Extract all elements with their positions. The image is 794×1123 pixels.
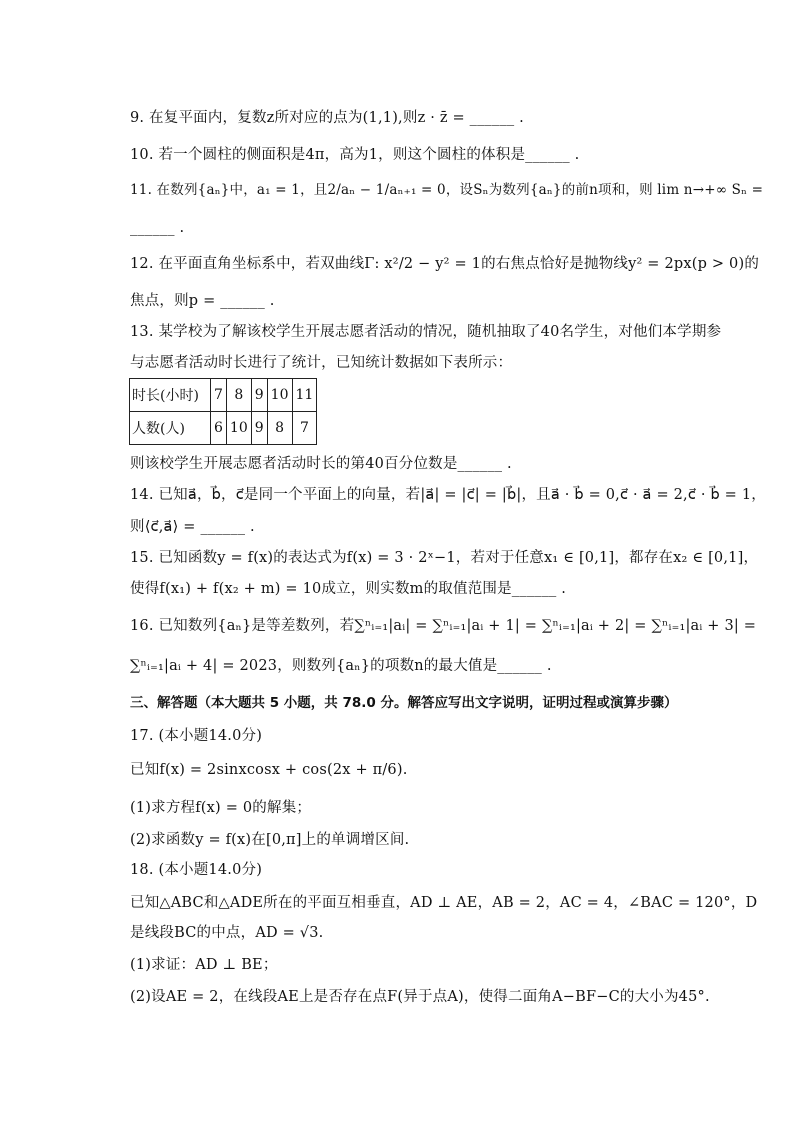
question-line-q18h: 18. (本小题14.0分) (130, 862, 263, 878)
table-row-header: 时长(小时) (130, 379, 211, 412)
table-row (130, 412, 317, 445)
table-cell: 10 (226, 412, 251, 445)
question-line-q17h: 17. (本小题14.0分) (130, 728, 263, 744)
question-line-q13a: 13. 某学校为了解该校学生开展志愿者活动的情况，随机抽取了40名学生，对他们本学期参 (130, 324, 722, 340)
question-line-q18a: 已知△ABC和△ADE所在的平面互相垂直，AD ⊥ AE，AB = 2，AC = 4，∠BAC = 120°，D (130, 895, 758, 911)
question-line-q17b: (1)求方程f(x) = 0的解集； (130, 800, 312, 816)
table-cell: 11 (292, 379, 317, 412)
question-line-q14b: 则⟨c⃗,a⃗⟩ = ______ . (130, 519, 255, 535)
section-heading: 三、解答题（本大题共 5 小题，共 78.0 分。解答应写出文字说明，证明过程或演算步骤） (130, 695, 678, 711)
table-cell: 6 (211, 412, 227, 445)
table-cell: 9 (251, 412, 267, 445)
table-cell: 7 (211, 379, 227, 412)
question-line-q18d: (2)设AE = 2，在线段AE上是否存在点F(异于点A)，使得二面角A−BF−C的大小为45°. (130, 989, 710, 1005)
question-line-q11a: 11. 在数列{aₙ}中，a₁ = 1，且2/aₙ − 1/aₙ₊₁ = 0，设Sₙ为数列{aₙ}的前n项和，则 lim n→+∞ Sₙ = (130, 182, 764, 198)
table-row (130, 379, 317, 412)
question-line-q10: 10. 若一个圆柱的侧面积是4π，高为1，则这个圆柱的体积是______ . (130, 147, 580, 163)
question-line-q13b: 与志愿者活动时长进行了统计，已知统计数据如下表所示： (130, 355, 513, 371)
table-cell: 8 (226, 379, 251, 412)
table-cell: 7 (292, 412, 317, 445)
stats-table (129, 378, 317, 445)
question-line-q15b: 使得f(x₁) + f(x₂ + m) = 10成立，则实数m的取值范围是______ . (130, 581, 567, 597)
question-line-q12b: 焦点，则p = ______ . (130, 293, 275, 309)
question-line-q16a: 16. 已知数列{aₙ}是等差数列，若∑ⁿᵢ₌₁|aᵢ| = ∑ⁿᵢ₌₁|aᵢ + 1| = ∑ⁿᵢ₌₁|aᵢ + 2| = ∑ⁿᵢ₌₁|aᵢ + 3| = (130, 618, 757, 634)
table-cell: 9 (251, 379, 267, 412)
question-line-q14a: 14. 已知a⃗，b⃗，c⃗是同一个平面上的向量，若|a⃗| = |c⃗| = |b⃗|，且a⃗ · b⃗ = 0,c⃗ · a⃗ = 2,c⃗ · b⃗ = 1， (130, 487, 766, 503)
question-line-q18b: 是线段BC的中点，AD = √3. (130, 925, 324, 941)
question-line-q12a: 12. 在平面直角坐标系中，若双曲线Γ: x²/2 − y² = 1的右焦点恰好是抛物线y² = 2px(p > 0)的 (130, 256, 760, 272)
question-line-q16b: ∑ⁿᵢ₌₁|aᵢ + 4| = 2023，则数列{aₙ}的项数n的最大值是______ . (130, 658, 552, 674)
question-line-q9: 9. 在复平面内，复数z所对应的点为(1,1),则z · z̄ = ______ . (130, 110, 524, 126)
question-line-q17a: 已知f(x) = 2sinxcosx + cos(2x + π/6). (130, 762, 408, 778)
question-line-q11b: ______ . (130, 220, 185, 236)
question-line-q15a: 15. 已知函数y = f(x)的表达式为f(x) = 3 · 2ˣ−1，若对于任意x₁ ∈ [0,1]，都存在x₂ ∈ [0,1]， (130, 550, 759, 566)
table-cell: 8 (267, 412, 292, 445)
table-row-header: 人数(人) (130, 412, 211, 445)
question-line-q13c: 则该校学生开展志愿者活动时长的第40百分位数是______ . (130, 456, 512, 472)
table-cell: 10 (267, 379, 292, 412)
question-line-q18c: (1)求证：AD ⊥ BE； (130, 957, 278, 973)
question-line-q17c: (2)求函数y = f(x)在[0,π]上的单调增区间. (130, 832, 410, 848)
